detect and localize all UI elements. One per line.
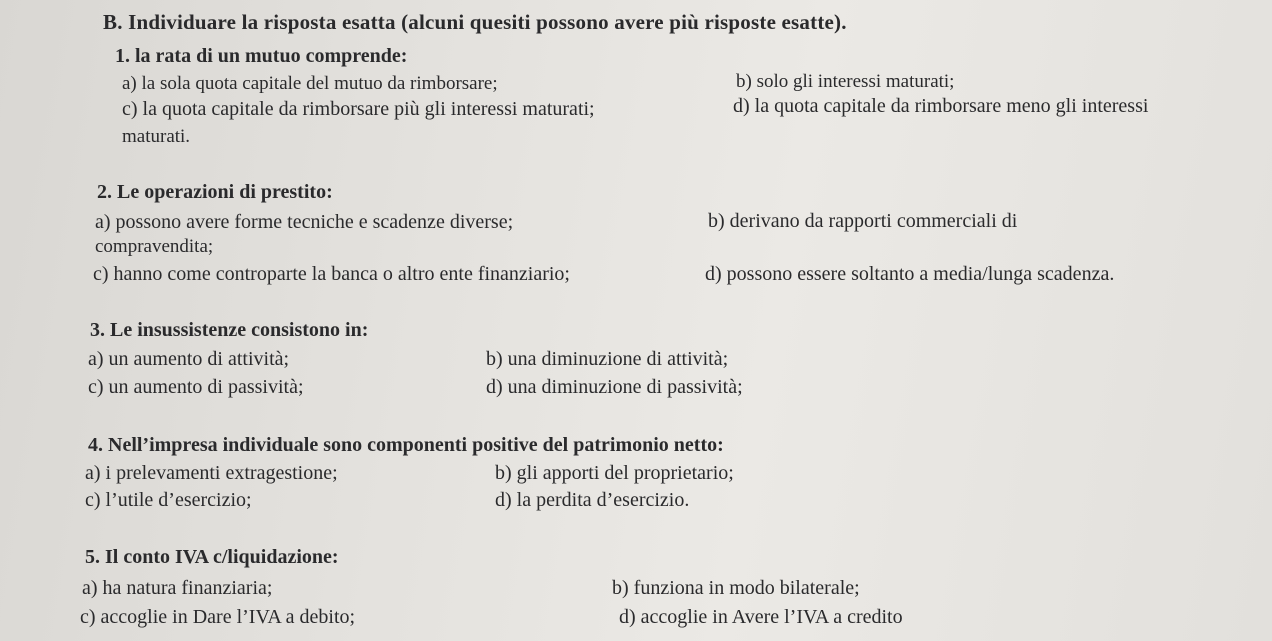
q3-option-b: b) una diminuzione di attività; [486, 348, 729, 370]
q1-option-c: c) la quota capitale da rimborsare più gli interessi maturati; [122, 98, 595, 120]
q2-option-b-continued: compravendita; [95, 236, 214, 257]
question-4: 4. Nell’impresa individuale sono componenti positive del patrimonio netto: [88, 434, 724, 456]
q3-option-d: d) una diminuzione di passività; [486, 376, 743, 398]
q2-option-d: d) possono essere soltanto a media/lunga scadenza. [705, 263, 1115, 285]
question-1: 1. la rata di un mutuo comprende: [115, 45, 408, 67]
q3-option-c: c) un aumento di passività; [88, 376, 304, 398]
q1-option-b: b) solo gli interessi maturati; [736, 71, 955, 92]
q5-option-d: d) accoglie in Avere l’IVA a credito [619, 606, 903, 628]
q5-option-b: b) funziona in modo bilaterale; [612, 577, 860, 599]
q5-option-a: a) ha natura finanziaria; [82, 577, 273, 599]
q4-option-c: c) l’utile d’esercizio; [85, 489, 252, 511]
q2-option-b: b) derivano da rapporti commerciali di [708, 210, 1018, 232]
question-5: 5. Il conto IVA c/liquidazione: [85, 546, 339, 568]
q1-option-d-continued: maturati. [122, 126, 191, 147]
section-title: B. Individuare la risposta esatta (alcuni quesiti possono avere più risposte esatte). [103, 10, 847, 34]
q2-option-c: c) hanno come controparte la banca o altro ente finanziario; [93, 263, 570, 285]
q4-option-a: a) i prelevamenti extragestione; [85, 462, 338, 484]
question-2: 2. Le operazioni di prestito: [97, 181, 333, 203]
q1-option-d: d) la quota capitale da rimborsare meno gli interessi [733, 95, 1149, 117]
q1-option-a: a) la sola quota capitale del mutuo da rimborsare; [122, 73, 498, 94]
q5-option-c: c) accoglie in Dare l’IVA a debito; [80, 606, 356, 628]
q4-option-d: d) la perdita d’esercizio. [495, 489, 690, 511]
q4-option-b: b) gli apporti del proprietario; [495, 462, 734, 484]
q3-option-a: a) un aumento di attività; [88, 348, 290, 370]
question-3: 3. Le insussistenze consistono in: [90, 319, 369, 341]
q2-option-a: a) possono avere forme tecniche e scadenze diverse; [95, 211, 514, 233]
